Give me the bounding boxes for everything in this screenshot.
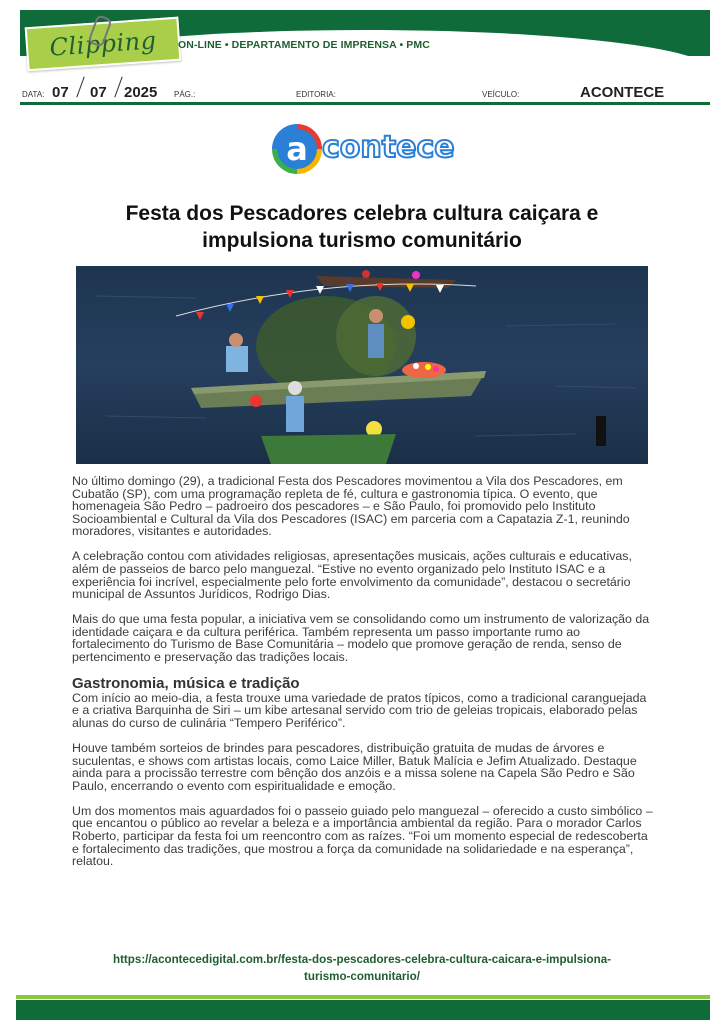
header-subtitle: ON-LINE • DEPARTAMENTO DE IMPRENSA • PMC [178,39,430,51]
date-day: 07 [52,84,69,101]
source-link-line-1[interactable]: https://acontecedigital.com.br/festa-dos-pescadores-celebra-cultura-caicara-e-impulsiona- [112,953,612,966]
title-line-1: Festa dos Pescadores celebra cultura caiçara e [125,202,599,225]
logo-circle-icon [272,124,322,174]
source-link-line-2[interactable]: turismo-comunitario/ [304,970,420,983]
veiculo-name: ACONTECE [580,84,665,101]
date-separator [114,76,122,97]
article-body [72,475,654,880]
section-heading: Gastronomia, música e tradição [72,674,300,692]
info-bar [20,76,710,104]
paragraph: Com início ao meio-dia, a festa trouxe uma variedade de pratos típicos, como a tradicional caranguejada e a criativa Barquinha de Siri – um kibe artesanal servido com trio de geleias tropicais, elaborado pelas alunas do curso de culinária “Tempero Periférico”. [72,690,647,731]
paragraph: No último domingo (29), a tradicional Festa dos Pescadores movimentou a Vila dos Pescadores, em Cubatão (SP), com uma programação repleta de fé, cultura e gastronomia típica. O evento, que homenageia São Pedro – padroeiro dos pescadores – e São Paulo, foi promovido pelo Instituto Socioambiental e Cultural da Vila dos Pescadores (ISAC) em parceria com a Capatazia Z-1, reunindo moradores, visitantes e autoridades. [72,474,630,539]
editoria-label: EDITORIA: [296,90,336,99]
paragraph: Mais do que uma festa popular, a iniciativa vem se consolidando como um instrumento de valorização da identidade caiçara e da cultura periférica. Também representa um passo importante rumo ao fortalecimento do Turismo de Base Comunitária – modelo que promove geração de renda, senso de pertencimento e preservação das tradições locais. [72,612,650,664]
paragraph: Houve também sorteios de brindes para pescadores, distribuição gratuita de mudas de árvores e suculentas, e shows com artistas locais, como Laice Miller, Batuk Malícia e Jefim Atualizado. Destaque ainda para a procissão terrestre com bênção dos anzóis e a missa solene na Capela São Pedro e São Paulo, encerrando o evento com espiritualidade e emoção. [72,741,637,793]
paragraph: Um dos momentos mais aguardados foi o passeio guiado pelo manguezal – oferecido a custo simbólico – que encantou o público ao revelar a beleza e a importância ambiental da região. Para o morador Carlos Roberto, participar da festa foi um reencontro com as raízes. “Foi um momento especial de redescoberta e fortalecimento das tradições, que mostrou a força da comunidade na solidariedade e na esperança”, relatou. [72,803,653,869]
data-label: DATA: [22,90,45,99]
date-month: 07 [90,84,107,101]
veiculo-label: VEÍCULO: [482,90,520,99]
paragraph: A celebração contou com atividades religiosas, apresentações musicais, ações culturais e educativas, além de passeios de barco pelo manguezal. “Estive no evento organizado pelo Instituto ISAC e a experiência foi incrível, especialmente pelo forte envolvimento da comunidade”, destacou o secretário municipal de Assuntos Jurídicos, Rodrigo Dias. [72,549,632,602]
pag-label: PÁG.: [174,90,196,99]
article-photo [76,266,648,464]
logo-letter: a [277,129,317,169]
article-title [70,200,654,254]
title-line-2: impulsiona turismo comunitário [202,229,522,252]
logo-word: contece [322,130,455,165]
footer-band-light [16,995,710,999]
info-rule [20,102,710,105]
fishing-boats-illustration [76,266,648,464]
footer-band [16,1000,710,1020]
acontece-logo [272,122,455,178]
date-year: 2025 [124,84,158,101]
clipping-label: Clipping [48,26,158,62]
date-separator [76,76,84,97]
source-link[interactable] [60,951,664,985]
